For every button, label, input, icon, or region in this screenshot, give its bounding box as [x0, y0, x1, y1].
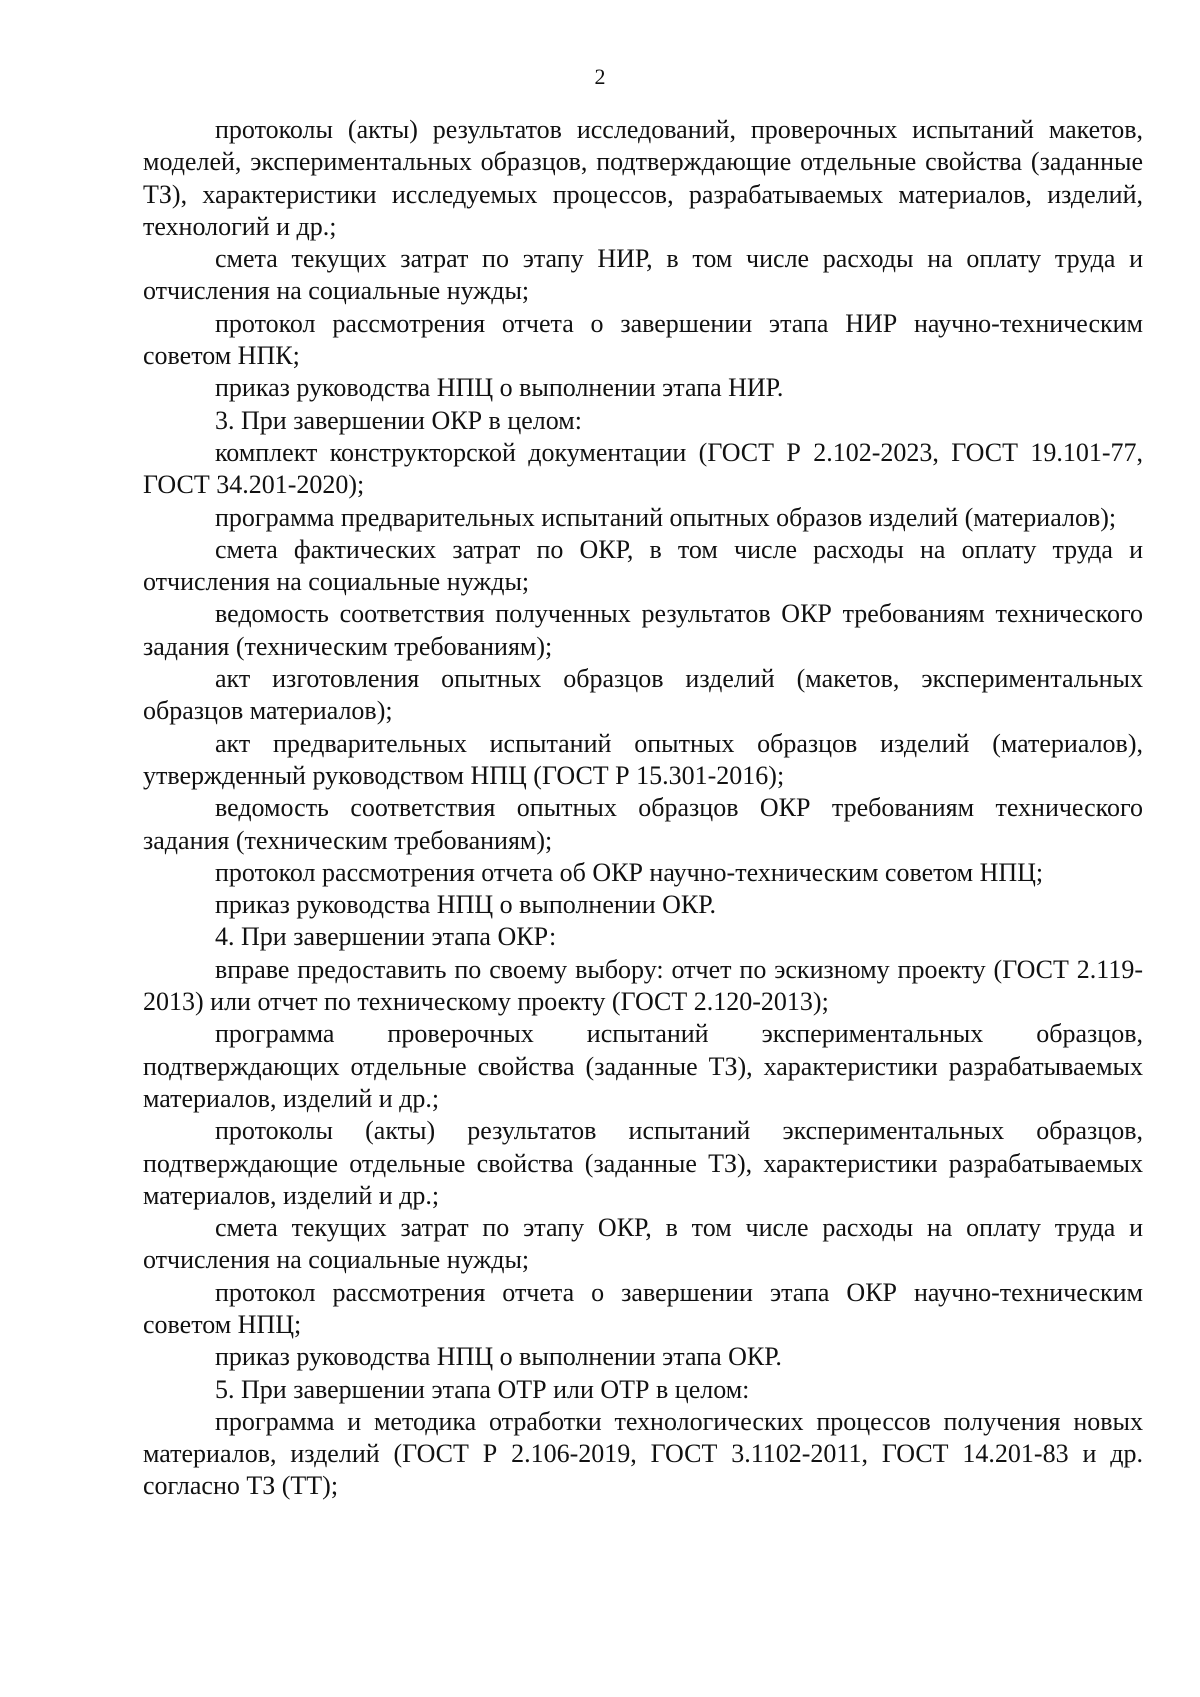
section-heading-okr-complete: 3. При завершении ОКР в целом:: [215, 405, 582, 435]
document-body: [143, 114, 1143, 1503]
paragraph-preliminary-test-program: программа предварительных испытаний опытных образов изделий (материалов);: [215, 502, 1117, 532]
paragraph-nir-stage-council-protocol: протокол рассмотрения отчета о завершении этапа НИР научно-техническим советом НПК;: [143, 308, 1143, 371]
paragraph-okr-stage-order: приказ руководства НПЦ о выполнении этапа ОКР.: [215, 1342, 782, 1372]
section-heading-okr-stage: 4. При завершении этапа ОКР:: [215, 922, 557, 952]
paragraph-okr-order: приказ руководства НПЦ о выполнении ОКР.: [215, 890, 716, 920]
paragraph-okr-stage-cost-estimate: смета текущих затрат по этапу ОКР, в том числе расходы на оплату труда и отчисления на социальные нужды;: [143, 1213, 1143, 1275]
paragraph-nir-stage-cost-estimate: смета текущих затрат по этапу НИР, в том числе расходы на оплату труда и отчисления на социальные нужды;: [143, 244, 1143, 306]
paragraph-okr-council-protocol: протокол рассмотрения отчета об ОКР научно-техническим советом НПЦ;: [215, 857, 1044, 887]
paragraph-okr-stage-council-protocol: протокол рассмотрения отчета о завершении этапа ОКР научно-техническим советом НПЦ;: [143, 1277, 1143, 1339]
paragraph-project-report-choice: вправе предоставить по своему выбору: отчет по эскизному проекту (ГОСТ 2.119-2013) или отчет по техническому проекту (ГОСТ 2.120-2013);: [143, 954, 1143, 1017]
paragraph-okr-actual-cost-estimate: смета фактических затрат по ОКР, в том числе расходы на оплату труда и отчисления на социальные нужды;: [143, 534, 1143, 597]
section-heading-otr: 5. При завершении этапа ОТР или ОТР в целом:: [215, 1374, 750, 1404]
paragraph-okr-results-compliance-sheet: ведомость соответствия полученных результатов ОКР требованиям технического задания (техническим требованиям);: [143, 599, 1143, 661]
paragraph-prototype-compliance-sheet: ведомость соответствия опытных образцов ОКР требованиям технического задания (техническим требованиям);: [143, 793, 1143, 855]
page-number: 2: [594, 64, 606, 89]
paragraph-verification-test-program: программа проверочных испытаний экспериментальных образцов, подтверждающих отдельные свойства (заданные ТЗ), характеристики разрабатываемых материалов, изделий и др.;: [143, 1019, 1143, 1113]
paragraph-preliminary-test-act: акт предварительных испытаний опытных образцов изделий (материалов), утвержденный руководством НПЦ (ГОСТ Р 15.301-2016);: [143, 728, 1143, 790]
paragraph-design-documentation-set: комплект конструкторской документации (ГОСТ Р 2.102-2023, ГОСТ 19.101-77, ГОСТ 34.201-2020);: [143, 437, 1143, 500]
paragraph-nir-stage-order: приказ руководства НПЦ о выполнении этапа НИР.: [215, 373, 784, 403]
paragraph-research-test-protocols: протоколы (акты) результатов исследований, проверочных испытаний макетов, моделей, экспериментальных образцов, подтверждающие отдельные свойства (заданные ТЗ), характеристики исследуемых процессов, разрабатываемых материалов, изделий, технологий и др.;: [143, 115, 1143, 241]
paragraph-experimental-test-protocols: протоколы (акты) результатов испытаний экспериментальных образцов, подтверждающие отдельные свойства (заданные ТЗ), характеристики разрабатываемых материалов, изделий и др.;: [143, 1116, 1143, 1210]
paragraph-technology-development-program: программа и методика отработки технологических процессов получения новых материалов, изделий (ГОСТ Р 2.106-2019, ГОСТ 3.1102-2011, ГОСТ 14.201-83 и др. согласно ТЗ (ТТ);: [143, 1406, 1143, 1501]
paragraph-prototype-manufacture-act: акт изготовления опытных образцов изделий (макетов, экспериментальных образцов материалов);: [143, 664, 1143, 726]
